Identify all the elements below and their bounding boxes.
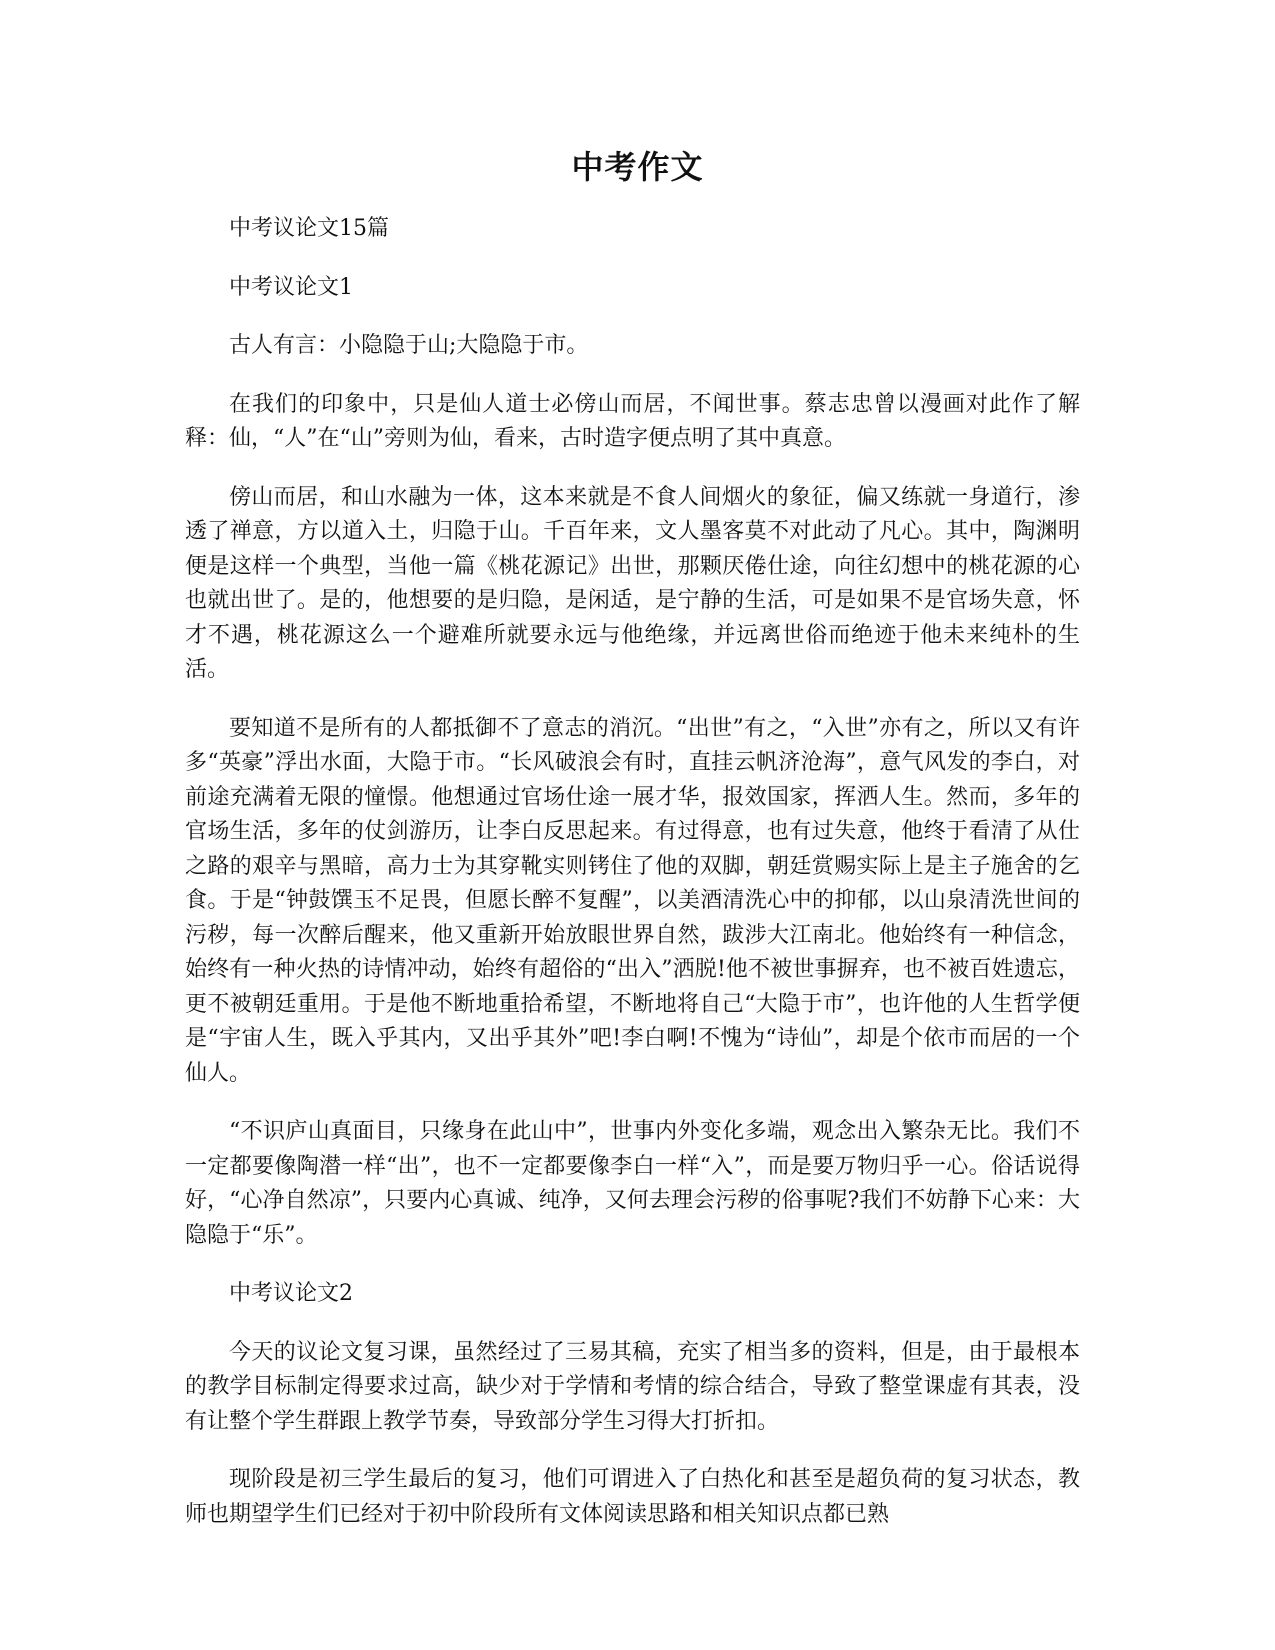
collection-heading: 中考议论文15篇: [229, 216, 389, 241]
document-body: [185, 212, 1080, 1556]
body-paragraph: 古人有言：小隐隐于山;大隐隐于市。: [229, 333, 589, 358]
essay-1-heading: 中考议论文1: [229, 274, 353, 300]
body-paragraph: 要知道不是所有的人都抵御不了意志的消沉。“出世”有之，“入世”亦有之，所以又有许多“英豪”浮出水面，大隐于市。“长风破浪会有时，直挂云帆济沧海”，意气风发的李白，对前途充满着无限的憧憬。他想通过官场仕途一展才华，报效国家，挥洒人生。然而，多年的官场生活，多年的仗剑游历，让李白反思起来。有过得意，也有过失意，他终于看清了从仕之路的艰辛与黑暗，高力士为其穿靴实则铐住了他的双脚，朝廷赏赐实际上是主子施舍的乞食。于是“钟鼓馔玉不足畏，但愿长醉不复醒”，以美酒清洗心中的抑郁，以山泉清洗世间的污秽，每一次醉后醒来，他又重新开始放眼世界自然，跋涉大江南北。他始终有一种信念，始终有一种火热的诗情冲动，始终有超俗的“出入”洒脱!他不被世事摒弃，也不被百姓遗忘，更不被朝廷重用。于是他不断地重拾希望，不断地将自己“大隐于市”，也许他的人生哲学便是“宇宙人生，既入乎其内，又出乎其外”吧!李白啊!不愧为“诗仙”，却是个依市而居的一个仙人。: [185, 715, 1080, 1086]
body-paragraph: 现阶段是初三学生最后的复习，他们可谓进入了白热化和甚至是超负荷的复习状态，教师也期望学生们已经对于初中阶段所有文体阅读思路和相关知识点都已熟: [185, 1467, 1080, 1527]
body-paragraph: 傍山而居，和山水融为一体，这本来就是不食人间烟火的象征，偏又练就一身道行，渗透了禅意，方以道入土，归隐于山。千百年来，文人墨客莫不对此动了凡心。其中，陶渊明便是这样一个典型，当他一篇《桃花源记》出世，那颗厌倦仕途，向往幻想中的桃花源的心也就出世了。是的，他想要的是归隐，是闲适，是宁静的生活，可是如果不是官场失意，怀才不遇，桃花源这么一个避难所就要永远与他绝缘，并远离世俗而绝迹于他未来纯朴的生活。: [185, 484, 1080, 682]
body-paragraph: 在我们的印象中，只是仙人道士必傍山而居，不闻世事。蔡志忠曾以漫画对此作了解释：仙，“人”在“山”旁则为仙，看来，古时造字便点明了其中真意。: [185, 391, 1080, 451]
body-paragraph: “不识庐山真面目，只缘身在此山中”，世事内外变化多端，观念出入繁杂无比。我们不一定都要像陶潜一样“出”，也不一定都要像李白一样“入”，而是要万物归乎一心。俗话说得好，“心净自然凉”，只要内心真诚、纯净，又何去理会污秽的俗事呢?我们不妨静下心来：大隐隐于“乐”。: [185, 1119, 1080, 1248]
essay-2-heading: 中考议论文2: [229, 1281, 353, 1306]
document-title: 中考作文: [571, 148, 704, 186]
body-paragraph: 今天的议论文复习课，虽然经过了三易其稿，充实了相当多的资料，但是，由于最根本的教学目标制定得要求过高，缺少对于学情和考情的综合结合，导致了整堂课虚有其表，没有让整个学生群跟上教学节奏，导致部分学生习得大打折扣。: [185, 1339, 1080, 1434]
